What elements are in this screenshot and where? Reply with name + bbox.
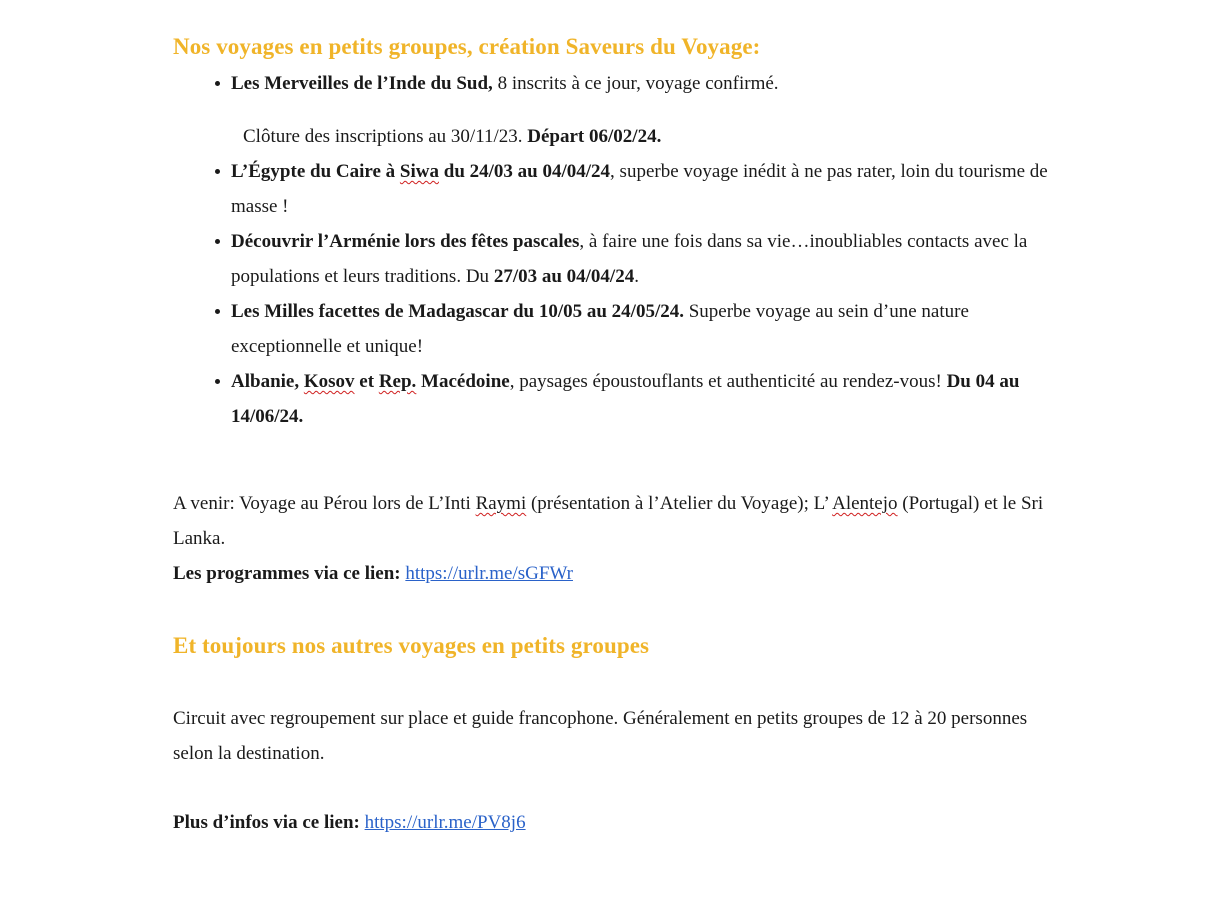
upcoming-text xyxy=(173,486,1053,556)
trip-note-inde xyxy=(243,119,661,154)
programs-line xyxy=(173,556,1053,591)
trip-dates: Du 04 au 14/06/24. xyxy=(231,371,1020,427)
trip-title-part: et xyxy=(354,371,379,392)
trip-title-part: Macédoine xyxy=(416,371,510,392)
trip-item-madagascar xyxy=(213,294,1053,364)
spellcheck-word: Rep. xyxy=(378,371,417,392)
upcoming-text-part: A venir: Voyage au Pérou lors de L’Inti xyxy=(173,493,476,514)
trip-title-part: L’Égypte du Caire à xyxy=(231,161,400,182)
upcoming-text-part: (présentation à l’Atelier du Voyage); L’ xyxy=(526,493,833,514)
infos-link[interactable]: https://urlr.me/PV8j6 xyxy=(364,812,526,833)
trip-item-egypte xyxy=(213,154,1053,224)
trip-item-albanie xyxy=(213,364,1053,434)
trip-details: , paysages époustouflants et authenticité au rendez-vous! xyxy=(509,371,947,392)
upcoming-text-part: (Portugal) et le Sri Lanka. xyxy=(173,493,1044,549)
trip-end: . xyxy=(634,266,639,287)
trip-dates: du 24/03 au 04/04/24 xyxy=(439,161,611,182)
trip-list-continued xyxy=(213,154,1053,434)
trip-item-inde xyxy=(213,66,1053,101)
trip-dates: 27/03 au 04/04/24 xyxy=(493,266,635,287)
trip-title: Les Milles facettes de Madagascar du 10/05 au 24/05/24. xyxy=(231,301,684,322)
trip-details: 8 inscrits à ce jour, voyage confirmé. xyxy=(492,73,779,94)
trip-title: Découvrir l’Arménie lors des fêtes pascales xyxy=(231,231,580,252)
infos-line xyxy=(173,805,1053,840)
spellcheck-word: Kosov xyxy=(303,371,355,392)
section-heading-small-groups: Nos voyages en petits groupes, création Saveurs du Voyage: xyxy=(173,34,761,59)
spellcheck-word: Alentejo xyxy=(832,493,898,514)
spellcheck-word: Raymi xyxy=(475,493,527,514)
trip-title: Les Merveilles de l’Inde du Sud, xyxy=(231,73,493,94)
circuit-description: Circuit avec regroupement sur place et guide francophone. Généralement en petits groupes de 12 à 20 personnes selon la destination. xyxy=(173,708,1028,764)
infos-label: Plus d’infos via ce lien: xyxy=(173,812,360,833)
programs-label: Les programmes via ce lien xyxy=(173,563,395,584)
trip-title-part: Albanie, xyxy=(231,371,304,392)
trip-item-armenie xyxy=(213,224,1053,294)
trip-details: , à faire une fois dans sa vie…inoubliables contacts avec la populations et leurs traditions. Du xyxy=(231,231,1028,287)
trip-details: Superbe voyage au sein d’une nature exceptionnelle et unique! xyxy=(231,301,969,357)
programs-colon: : xyxy=(394,563,406,584)
closing-date-text: Clôture des inscriptions au 30/11/23. xyxy=(243,126,528,147)
spellcheck-word: Siwa xyxy=(399,161,439,182)
departure-date: Départ 06/02/24. xyxy=(527,126,662,147)
upcoming-trips xyxy=(173,486,1053,591)
section-heading-other-trips: Et toujours nos autres voyages en petits groupes xyxy=(173,633,650,658)
programs-link[interactable]: https://urlr.me/sGFWr xyxy=(405,563,573,584)
trip-list xyxy=(213,66,1053,101)
trip-details: , superbe voyage inédit à ne pas rater, loin du tourisme de masse ! xyxy=(231,161,1048,217)
